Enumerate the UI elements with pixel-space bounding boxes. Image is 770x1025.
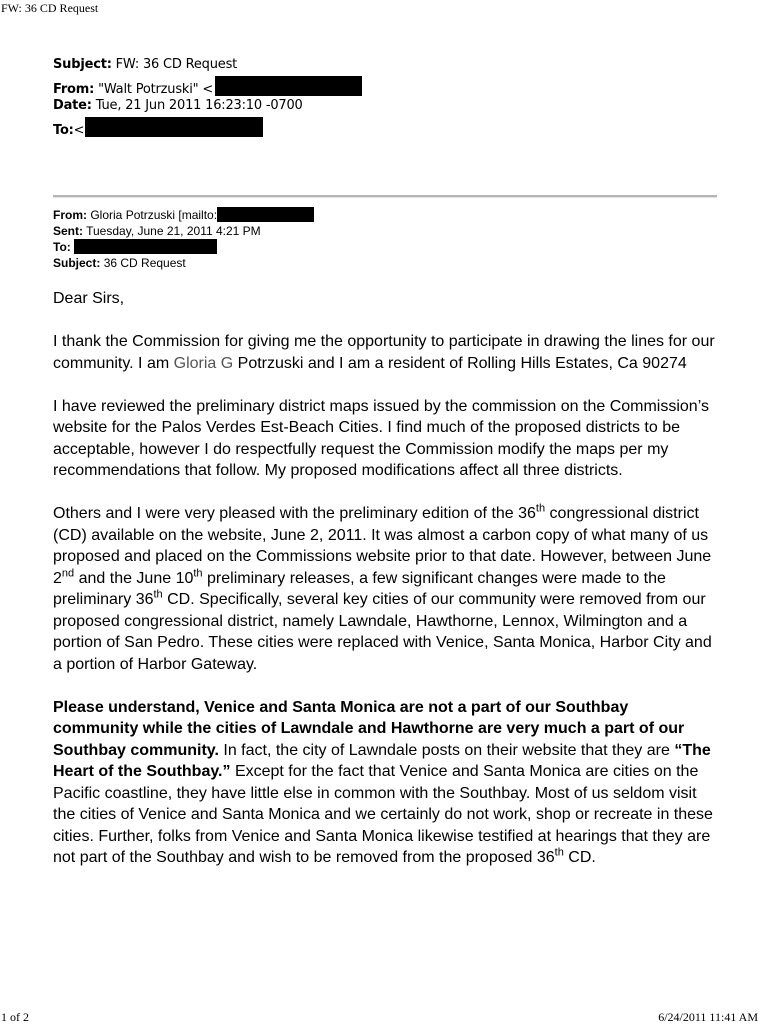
redaction-block bbox=[85, 117, 263, 137]
intro-text: I thank the Commission for giving me the opportunity to participate in drawing the lines for our community. I am bbox=[53, 333, 715, 372]
fwd-to-label: To: bbox=[53, 240, 71, 254]
subject-label: Subject: bbox=[53, 57, 112, 72]
quoted-slogan: “The Heart of the Southbay.” bbox=[53, 741, 711, 780]
fwd-to-row bbox=[53, 239, 314, 255]
page-number: 1 of 2 bbox=[1, 1010, 29, 1024]
intro-text-cont: Potrzuski and I am a resident of Rolling Hills Estates, Ca 90274 bbox=[233, 354, 687, 372]
southbay-text: CD. bbox=[563, 849, 596, 866]
emphasis-text: Please understand, Venice and Santa Monica are not a part of our Southbay community while the cities of Lawndale and Hawthorne are very much a part of our Southbay community. bbox=[53, 698, 685, 759]
fwd-sent-row bbox=[53, 223, 314, 239]
changes-text: preliminary releases, a few significant changes were made to the preliminary 36 bbox=[53, 569, 666, 608]
ordinal-suffix: th bbox=[554, 846, 564, 859]
fwd-from-row bbox=[53, 207, 314, 223]
changes-text: CD. Specifically, several key cities of our community were removed from our proposed congressional district, namely Lawndale, Hawthorne, Lennox, Wilmington and a portion of San Pedro. These cities were replaced with Venice, Santa Monica, Harbor City and a portion of Harbor Gateway. bbox=[53, 591, 712, 673]
changes-text: Others and I were very pleased with the preliminary edition of the 36 bbox=[53, 505, 536, 522]
redaction-block bbox=[74, 239, 217, 254]
paragraph-intro bbox=[53, 331, 718, 374]
author-name: Gloria G bbox=[173, 354, 234, 372]
from-row bbox=[53, 76, 362, 97]
southbay-text: In fact, the city of Lawndale posts on their website that they are bbox=[218, 741, 675, 759]
subject-value: FW: 36 CD Request bbox=[115, 57, 238, 72]
date-row bbox=[53, 96, 362, 117]
date-value: Tue, 21 Jun 2011 16:23:10 -0700 bbox=[95, 98, 303, 113]
fwd-from-value: Gloria Potrzuski [mailto: bbox=[90, 208, 218, 222]
ordinal-suffix: th bbox=[193, 567, 203, 580]
fwd-sent-value: Tuesday, June 21, 2011 4:21 PM bbox=[86, 224, 261, 238]
to-row bbox=[53, 117, 362, 138]
changes-text: and the June 10 bbox=[74, 569, 194, 587]
subject-row bbox=[53, 55, 362, 76]
paragraph-southbay bbox=[53, 697, 718, 869]
salutation: Dear Sirs, bbox=[53, 290, 125, 307]
redaction-block bbox=[217, 207, 314, 222]
email-header bbox=[53, 55, 362, 137]
paragraph-changes bbox=[53, 503, 718, 675]
from-value: "Walt Potrzuski" < bbox=[98, 81, 214, 97]
to-value: < bbox=[73, 122, 85, 138]
print-header-title: FW: 36 CD Request bbox=[1, 1, 99, 15]
ordinal-suffix: nd bbox=[61, 567, 75, 580]
ordinal-suffix: th bbox=[535, 502, 546, 515]
letter-body bbox=[53, 288, 718, 890]
redaction-block bbox=[215, 76, 362, 96]
from-label: From: bbox=[53, 81, 95, 97]
print-timestamp: 6/24/2011 11:41 AM bbox=[658, 1010, 758, 1024]
paragraph-review: I have reviewed the preliminary district maps issued by the commission on the Commission’s website for the Palos Verdes Est-Beach Cities. I find much of the proposed districts to be acceptable, however I do respectfully request the Commission modify the maps per my recommendations that follow. My proposed modifications affect all three districts. bbox=[53, 397, 709, 479]
fwd-subject-label: Subject: bbox=[53, 256, 101, 270]
forwarded-header bbox=[53, 207, 314, 271]
forward-divider bbox=[53, 195, 717, 198]
southbay-text: Except for the fact that Venice and Santa Monica are cities on the Pacific coastline, they have little else in common with the Southbay. Most of us seldom visit the cities of Venice and Santa Monica and we certainly do not work, shop or recreate in these cities. Further, folks from Venice and Santa Monica likewise testified at hearings that they are not part of the Southbay and wish to be removed from the proposed 36 bbox=[53, 763, 713, 866]
fwd-subject-row bbox=[53, 255, 314, 271]
fwd-subject-value: 36 CD Request bbox=[103, 256, 186, 270]
to-label: To: bbox=[53, 122, 74, 138]
fwd-sent-label: Sent: bbox=[53, 224, 83, 238]
changes-text: congressional district (CD) available on the website, June 2, 2011. It was almost a carbon copy of what many of us proposed and placed on the Commissions website prior to that date. However, between June 2 bbox=[53, 505, 712, 587]
date-label: Date: bbox=[53, 98, 92, 113]
ordinal-suffix: th bbox=[153, 588, 163, 601]
fwd-from-label: From: bbox=[53, 208, 87, 222]
